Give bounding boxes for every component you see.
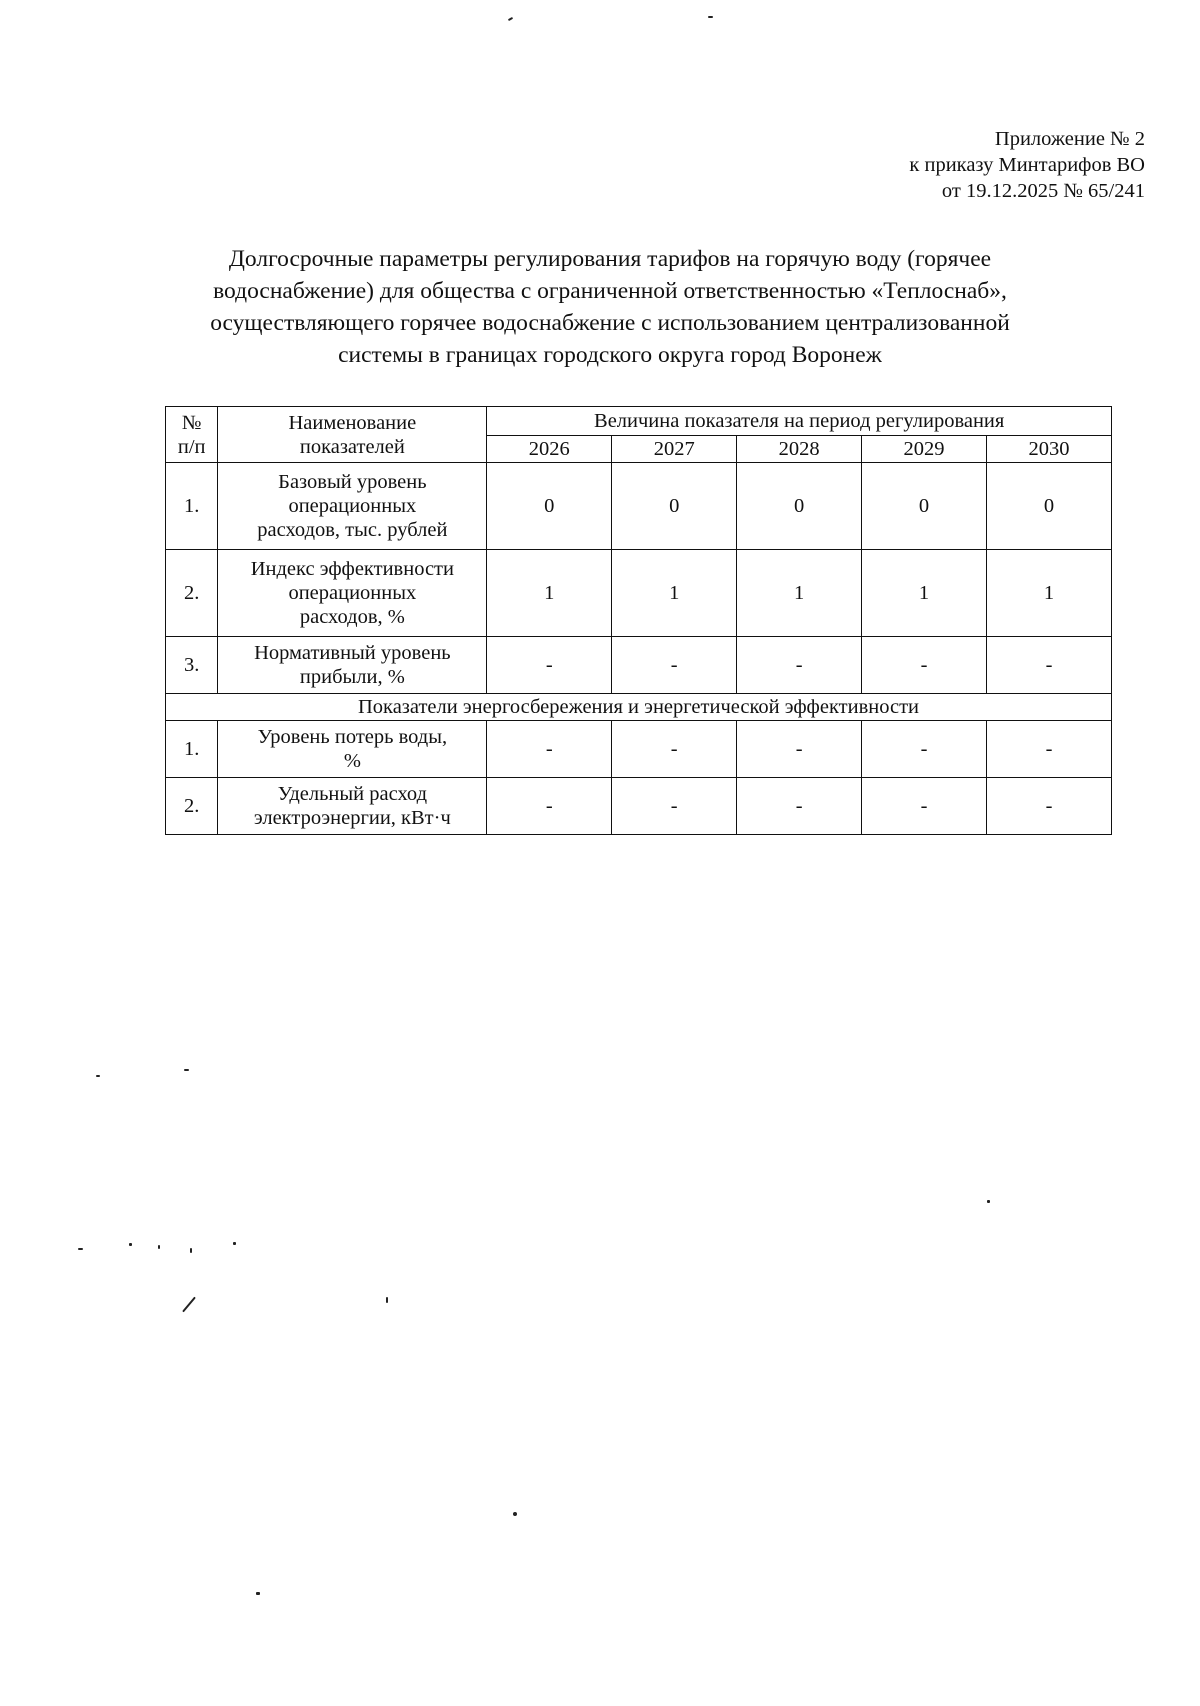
value-cell: - (862, 721, 987, 778)
value-cell: 0 (986, 463, 1111, 550)
title-line-1: Долгосрочные параметры регулирования тарифов на горячую воду (горячее (228, 246, 992, 272)
row-name-line: Удельный расход (277, 783, 428, 805)
header-number-abbr: п/п (177, 435, 206, 458)
appendix-reference (685, 126, 1145, 204)
header-name-line-2: показателей (299, 435, 405, 458)
row-name-line: электроэнергии, кВт·ч (253, 807, 451, 829)
value-cell: - (986, 721, 1111, 778)
row-name-line: Индекс эффективности (250, 558, 454, 580)
value-cell: - (487, 778, 612, 835)
row-number: 1. (166, 463, 218, 550)
year-2029: 2029 (862, 436, 987, 463)
value-cell: 1 (487, 550, 612, 637)
year-2028: 2028 (737, 436, 862, 463)
scan-speck (96, 1075, 100, 1077)
value-cell: - (487, 721, 612, 778)
row-name (218, 550, 487, 637)
value-cell: 1 (986, 550, 1111, 637)
row-name-line: % (343, 750, 361, 772)
value-cell: - (862, 637, 987, 694)
value-cell: - (487, 637, 612, 694)
appendix-order: к приказу Минтарифов ВО (909, 154, 1145, 176)
value-cell: - (737, 637, 862, 694)
row-name-line: расходов, % (299, 606, 405, 628)
section-title: Показатели энергосбережения и энергетической эффективности (166, 694, 1112, 721)
value-cell: 1 (612, 550, 737, 637)
row-name (218, 778, 487, 835)
row-name-line: Уровень потерь воды, (257, 726, 448, 748)
row-name-line: прибыли, % (299, 666, 405, 688)
table-row (166, 637, 1112, 694)
scan-speck (708, 16, 713, 18)
value-cell: - (612, 637, 737, 694)
table-row (166, 550, 1112, 637)
value-cell: - (986, 637, 1111, 694)
scan-speck (513, 1512, 517, 1516)
parameters-table (165, 406, 1112, 835)
value-cell: - (862, 778, 987, 835)
scan-speck (508, 17, 513, 21)
value-cell: - (737, 778, 862, 835)
title-line-3: осуществляющего горячее водоснабжение с использованием централизованной (210, 310, 1010, 336)
row-number: 2. (166, 550, 218, 637)
value-cell: 1 (737, 550, 862, 637)
value-cell: 0 (737, 463, 862, 550)
table-row (166, 778, 1112, 835)
scan-speck (158, 1245, 160, 1249)
value-cell: - (612, 721, 737, 778)
year-2026: 2026 (487, 436, 612, 463)
value-cell: 0 (487, 463, 612, 550)
row-name-line: операционных (288, 582, 417, 604)
value-cell: - (737, 721, 862, 778)
header-number (166, 407, 218, 463)
header-number-symbol: № (181, 411, 202, 434)
value-cell: 0 (612, 463, 737, 550)
scan-speck (184, 1069, 189, 1071)
row-name-line: расходов, тыс. рублей (257, 519, 448, 541)
table-row (166, 463, 1112, 550)
year-2030: 2030 (986, 436, 1111, 463)
row-number: 3. (166, 637, 218, 694)
row-name (218, 721, 487, 778)
table-row (166, 721, 1112, 778)
row-name-line: операционных (288, 495, 417, 517)
header-period: Величина показателя на период регулирования (487, 407, 1112, 436)
row-name-line: Нормативный уровень (254, 642, 451, 664)
value-cell: 0 (862, 463, 987, 550)
appendix-date: от 19.12.2025 № 65/241 (941, 180, 1145, 202)
row-name-line: Базовый уровень (278, 471, 427, 493)
scan-speck (386, 1297, 388, 1303)
scan-speck (78, 1248, 83, 1250)
value-cell: - (612, 778, 737, 835)
value-cell: 1 (862, 550, 987, 637)
scan-speck (182, 1297, 196, 1313)
year-2027: 2027 (612, 436, 737, 463)
header-name-line-1: Наименование (288, 411, 417, 434)
scan-speck (987, 1200, 990, 1203)
scan-speck (129, 1243, 132, 1246)
header-name (218, 407, 487, 463)
row-number: 2. (166, 778, 218, 835)
value-cell: - (986, 778, 1111, 835)
scan-speck (256, 1592, 260, 1595)
row-name (218, 637, 487, 694)
table-header-row (166, 407, 1112, 436)
appendix-number: Приложение № 2 (994, 128, 1145, 150)
scan-speck (233, 1242, 236, 1245)
document-title (140, 243, 1080, 371)
section-header-row (166, 694, 1112, 721)
row-number: 1. (166, 721, 218, 778)
title-line-2: водоснабжение) для общества с ограниченной ответственностью «Теплоснаб», (213, 278, 1007, 304)
scan-speck (190, 1248, 192, 1253)
title-line-4: системы в границах городского округа город Воронеж (338, 342, 882, 368)
row-name (218, 463, 487, 550)
